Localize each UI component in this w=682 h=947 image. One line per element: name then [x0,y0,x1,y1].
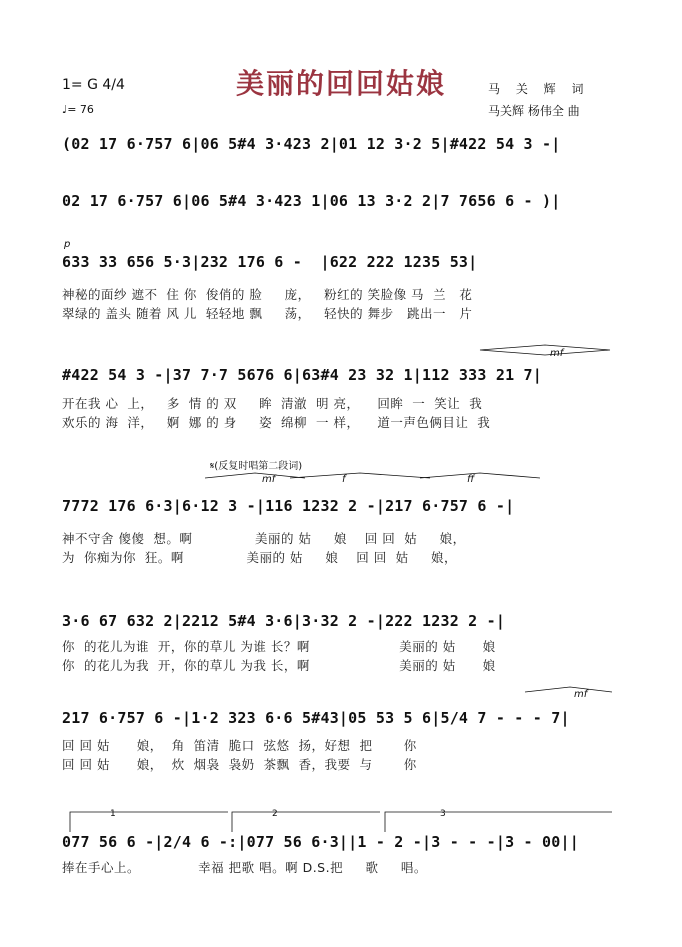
lyric-verse-1: 神秘的面纱 遮不 住 你 俊俏的 脸 庞， 粉红的 笑脸像 马 兰 花 [62,287,473,302]
lyric-verse-1: 捧在手心上。 幸福 把歌 唱。啊 D.S.把 歌 唱。 [62,860,427,875]
lyric-verse-2: 欢乐的 海 洋， 婀 娜 的 身 姿 绵柳 一 样， 道一声色俩目让 我 [62,415,491,430]
dynamic-mf: mf [550,348,564,359]
lyric-verse-1: 回 回 姑 娘， 角 笛清 脆口 弦悠 扬，好想 把 你 [62,738,417,753]
dynamic-f: f [342,474,346,485]
dynamic-p: p [64,239,71,250]
lyric-verse-2: 回 回 姑 娘， 炊 烟袅 袅奶 茶飘 香，我要 与 你 [62,757,417,772]
lyric-verse-2: 为 你痴为你 狂。啊 美丽的 姑 娘 回 回 姑 娘， [62,550,458,565]
dynamic-mf: mf [262,474,276,485]
lyric-verse-2: 你 的花儿为我 开，你的草儿 为我 长，啊 美丽的 姑 娘 [62,658,496,673]
notation-line: (02 17 6·757 6|06 5#4 3·423 2|01 12 3·2 5|#422 54 3 -| [62,135,561,153]
lyric-verse-1: 神不守舍 傻傻 想。啊 美丽的 姑 娘 回 回 姑 娘， [62,531,466,546]
lyricist-credit: 马 关 辉 词 [488,82,590,96]
lyric-verse-1: 开在我 心 上， 多 情 的 双 眸 清澈 明 亮， 回眸 一 笑让 我 [62,396,483,411]
notation-line: 02 17 6·757 6|06 5#4 3·423 1|06 13 3·2 2|7 7656 6 - )| [62,192,561,210]
lyric-verse-2: 翠绿的 盖头 随着 风 儿 轻轻地 飘 荡， 轻快的 舞步 跳出一 片 [62,306,473,321]
composer-credit: 马关辉 杨伟全 曲 [488,104,580,118]
notation-line: 633 33 656 5·3|232 176 6 - |622 222 1235 53| [62,253,478,271]
dynamic-ff: ff [467,474,475,485]
volta-3: 3 [440,809,446,819]
volta-2: 2 [272,809,278,819]
hairpin-mark [205,473,305,478]
hairpin-mark [290,473,430,478]
hairpin-mark [480,345,610,355]
tempo-marking: ♩= 76 [62,103,94,116]
hairpin-mark [525,687,612,692]
hairpin-mark [420,473,540,478]
notation-line: 077 56 6 -|2/4 6 -:|077 56 6·3||1 - 2 -|3 - - -|3 - 00|| [62,833,579,851]
notation-line: 3·6 67 632 2|2212 5#4 3·6|3·32 2 -|222 1232 2 -| [62,612,506,630]
volta-bracket [232,812,380,832]
segno-sign: 𝄋(反复时唱第二段词) [210,461,303,472]
volta-1: 1 [110,809,116,819]
volta-bracket [385,812,612,832]
song-title: 美丽的回回姑娘 [235,67,446,100]
dynamic-mf: mf [574,689,588,700]
key-signature: 1= G 4/4 [62,77,125,93]
notation-line: 7772 176 6·3|6·12 3 -|116 1232 2 -|217 6·757 6 -| [62,497,515,515]
notation-line: #422 54 3 -|37 7·7 5676 6|63#4 23 32 1|112 333 21 7| [62,366,542,384]
lyric-verse-1: 你 的花儿为谁 开，你的草儿 为谁 长？啊 美丽的 姑 娘 [62,639,496,654]
notation-line: 217 6·757 6 -|1·2 323 6·6 5#43|05 53 5 6|5/4 7 - - - 7| [62,709,570,727]
volta-bracket [70,812,228,832]
